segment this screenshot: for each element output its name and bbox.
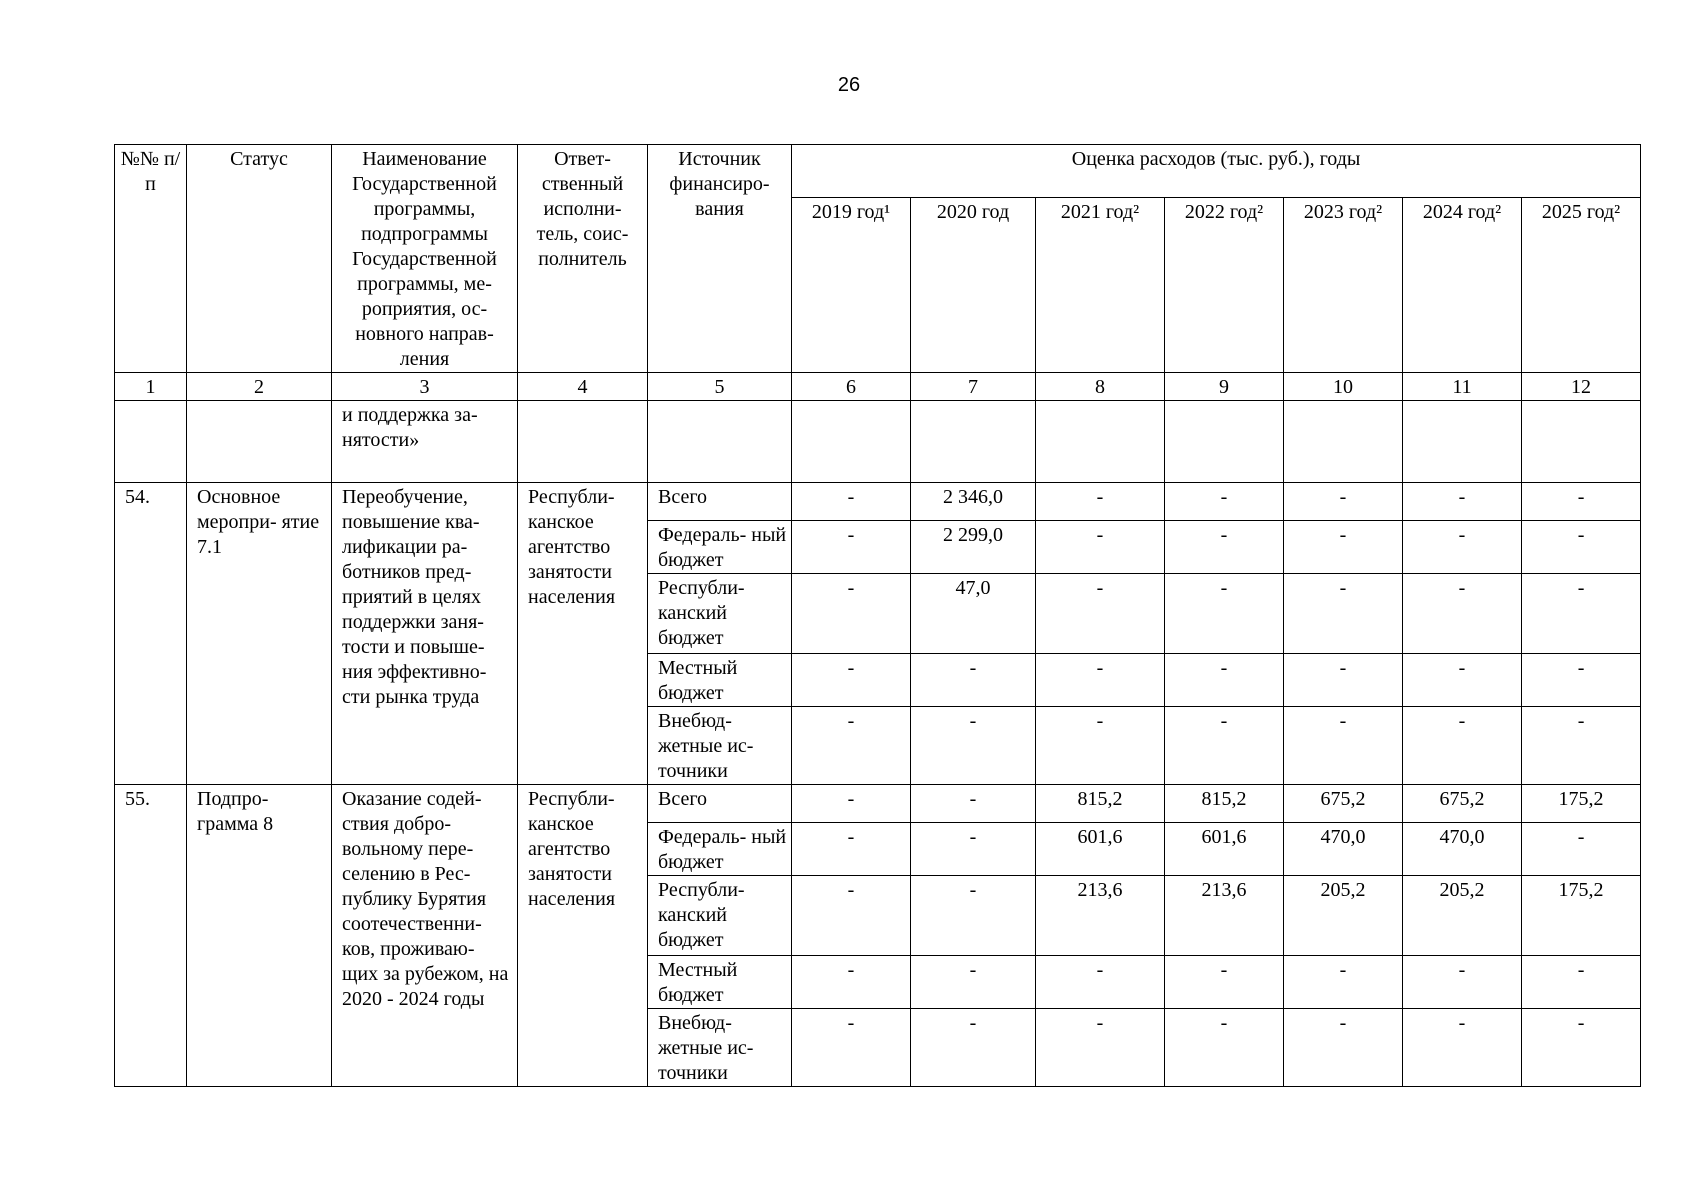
cost-value: - [911, 876, 1036, 956]
cost-value: - [1165, 1009, 1284, 1087]
cost-value: - [1036, 956, 1165, 1009]
column-number: 11 [1403, 373, 1522, 401]
cost-value: 601,6 [1165, 823, 1284, 876]
cost-value: - [1403, 707, 1522, 785]
funding-source: Всего [648, 785, 792, 823]
row-status: Основное меропри- ятие 7.1 [187, 483, 332, 785]
column-number: 3 [332, 373, 518, 401]
cost-value: - [1403, 521, 1522, 574]
cost-value: - [1284, 1009, 1403, 1087]
row-status: Подпро- грамма 8 [187, 785, 332, 1087]
cost-value: - [1284, 956, 1403, 1009]
cost-value: - [1036, 707, 1165, 785]
funding-source: Федераль- ный бюджет [648, 823, 792, 876]
cost-value: - [911, 707, 1036, 785]
funding-source: Внебюд- жетные ис- точники [648, 707, 792, 785]
column-number: 2 [187, 373, 332, 401]
cost-value: - [1522, 707, 1641, 785]
cost-value: - [1403, 1009, 1522, 1087]
column-number: 9 [1165, 373, 1284, 401]
header-costs: Оценка расходов (тыс. руб.), годы [792, 145, 1641, 198]
cost-value: - [792, 574, 911, 654]
header-year: 2025 год² [1522, 198, 1641, 373]
cost-value: 2 299,0 [911, 521, 1036, 574]
cost-value: - [1522, 823, 1641, 876]
column-number: 10 [1284, 373, 1403, 401]
header-status: Статус [187, 145, 332, 373]
cost-value: 470,0 [1284, 823, 1403, 876]
column-number: 4 [518, 373, 648, 401]
cost-value: - [1165, 574, 1284, 654]
cost-value: - [792, 483, 911, 521]
cost-value: - [792, 956, 911, 1009]
header-responsible: Ответ- ственный исполни- тель, соис- полнитель [518, 145, 648, 373]
funding-source: Республи- канский бюджет [648, 876, 792, 956]
cost-value: - [1522, 1009, 1641, 1087]
cost-value: - [1284, 654, 1403, 707]
continuation-row [115, 401, 1641, 483]
cost-value: - [1522, 483, 1641, 521]
funding-source: Всего [648, 483, 792, 521]
header-source: Источник финансиро- вания [648, 145, 792, 373]
cost-value: - [1036, 574, 1165, 654]
cost-value: - [792, 785, 911, 823]
header-name: Наименование Государственной программы, подпрограммы Государственной программы, ме- роприятия, ос- новного направ- ления [332, 145, 518, 373]
column-number: 6 [792, 373, 911, 401]
cost-value: 213,6 [1165, 876, 1284, 956]
header-num: №№ п/п [115, 145, 187, 373]
row-name: Оказание содей- ствия добро- вольному пере- селению в Рес- публику Бурятия соотечественни- ков, проживаю- щих за рубежом, на 2020 - 2024 годы [332, 785, 518, 1087]
cost-value: - [1284, 521, 1403, 574]
cost-value: 47,0 [911, 574, 1036, 654]
row-number: 55. [115, 785, 187, 1087]
cost-value: 205,2 [1284, 876, 1403, 956]
cost-value: - [1036, 483, 1165, 521]
cost-value: - [1284, 574, 1403, 654]
cost-value: - [792, 707, 911, 785]
cost-value: - [792, 654, 911, 707]
cost-value: - [1036, 654, 1165, 707]
cost-value: 2 346,0 [911, 483, 1036, 521]
header-year: 2024 год² [1403, 198, 1522, 373]
cost-value: 213,6 [1036, 876, 1165, 956]
cost-value: - [1522, 654, 1641, 707]
cost-value: - [911, 654, 1036, 707]
funding-source: Внебюд- жетные ис- точники [648, 1009, 792, 1087]
cost-value: - [1036, 1009, 1165, 1087]
cost-value: 601,6 [1036, 823, 1165, 876]
cost-value: - [1403, 956, 1522, 1009]
cost-value: 470,0 [1403, 823, 1522, 876]
cost-value: - [1284, 707, 1403, 785]
continuation-name: и поддержка за- нятости» [332, 401, 518, 483]
cost-value: - [1403, 654, 1522, 707]
cost-value: - [911, 785, 1036, 823]
cost-value: 675,2 [1403, 785, 1522, 823]
row-responsible: Республи- канское агентство занятости населения [518, 483, 648, 785]
row-name: Переобучение, повышение ква- лификации ра- ботников пред- приятий в целях поддержки заня- тости и повыше- ния эффективно- сти рынка труда [332, 483, 518, 785]
row-responsible: Республи- канское агентство занятости населения [518, 785, 648, 1087]
cost-value: - [1403, 574, 1522, 654]
header-year: 2020 год [911, 198, 1036, 373]
cost-value: - [1522, 574, 1641, 654]
budget-table [114, 144, 1641, 1087]
cost-value: - [1165, 707, 1284, 785]
funding-source: Республи- канский бюджет [648, 574, 792, 654]
column-number: 12 [1522, 373, 1641, 401]
funding-source: Федераль- ный бюджет [648, 521, 792, 574]
column-number: 1 [115, 373, 187, 401]
cost-value: - [1403, 483, 1522, 521]
cost-value: 675,2 [1284, 785, 1403, 823]
cost-value: - [792, 521, 911, 574]
cost-value: - [911, 823, 1036, 876]
funding-source: Местный бюджет [648, 654, 792, 707]
cost-value: - [1165, 654, 1284, 707]
cost-value: - [911, 1009, 1036, 1087]
cost-value: 175,2 [1522, 876, 1641, 956]
cost-value: - [1165, 956, 1284, 1009]
column-number: 8 [1036, 373, 1165, 401]
cost-value: - [1165, 521, 1284, 574]
cost-value: - [1284, 483, 1403, 521]
page-number: 26 [837, 74, 861, 96]
cost-value: - [792, 823, 911, 876]
header-year: 2021 год² [1036, 198, 1165, 373]
column-number: 7 [911, 373, 1036, 401]
cost-value: - [792, 1009, 911, 1087]
cost-value: - [792, 876, 911, 956]
table-row [115, 483, 1641, 521]
cost-value: 815,2 [1165, 785, 1284, 823]
cost-value: - [911, 956, 1036, 1009]
cost-value: - [1522, 521, 1641, 574]
cost-value: 815,2 [1036, 785, 1165, 823]
cost-value: - [1165, 483, 1284, 521]
row-number: 54. [115, 483, 187, 785]
cost-value: 175,2 [1522, 785, 1641, 823]
header-year: 2023 год² [1284, 198, 1403, 373]
funding-source: Местный бюджет [648, 956, 792, 1009]
cost-value: - [1036, 521, 1165, 574]
column-number: 5 [648, 373, 792, 401]
cost-value: 205,2 [1403, 876, 1522, 956]
header-year: 2022 год² [1165, 198, 1284, 373]
header-year: 2019 год¹ [792, 198, 911, 373]
table-row [115, 785, 1641, 823]
cost-value: - [1522, 956, 1641, 1009]
